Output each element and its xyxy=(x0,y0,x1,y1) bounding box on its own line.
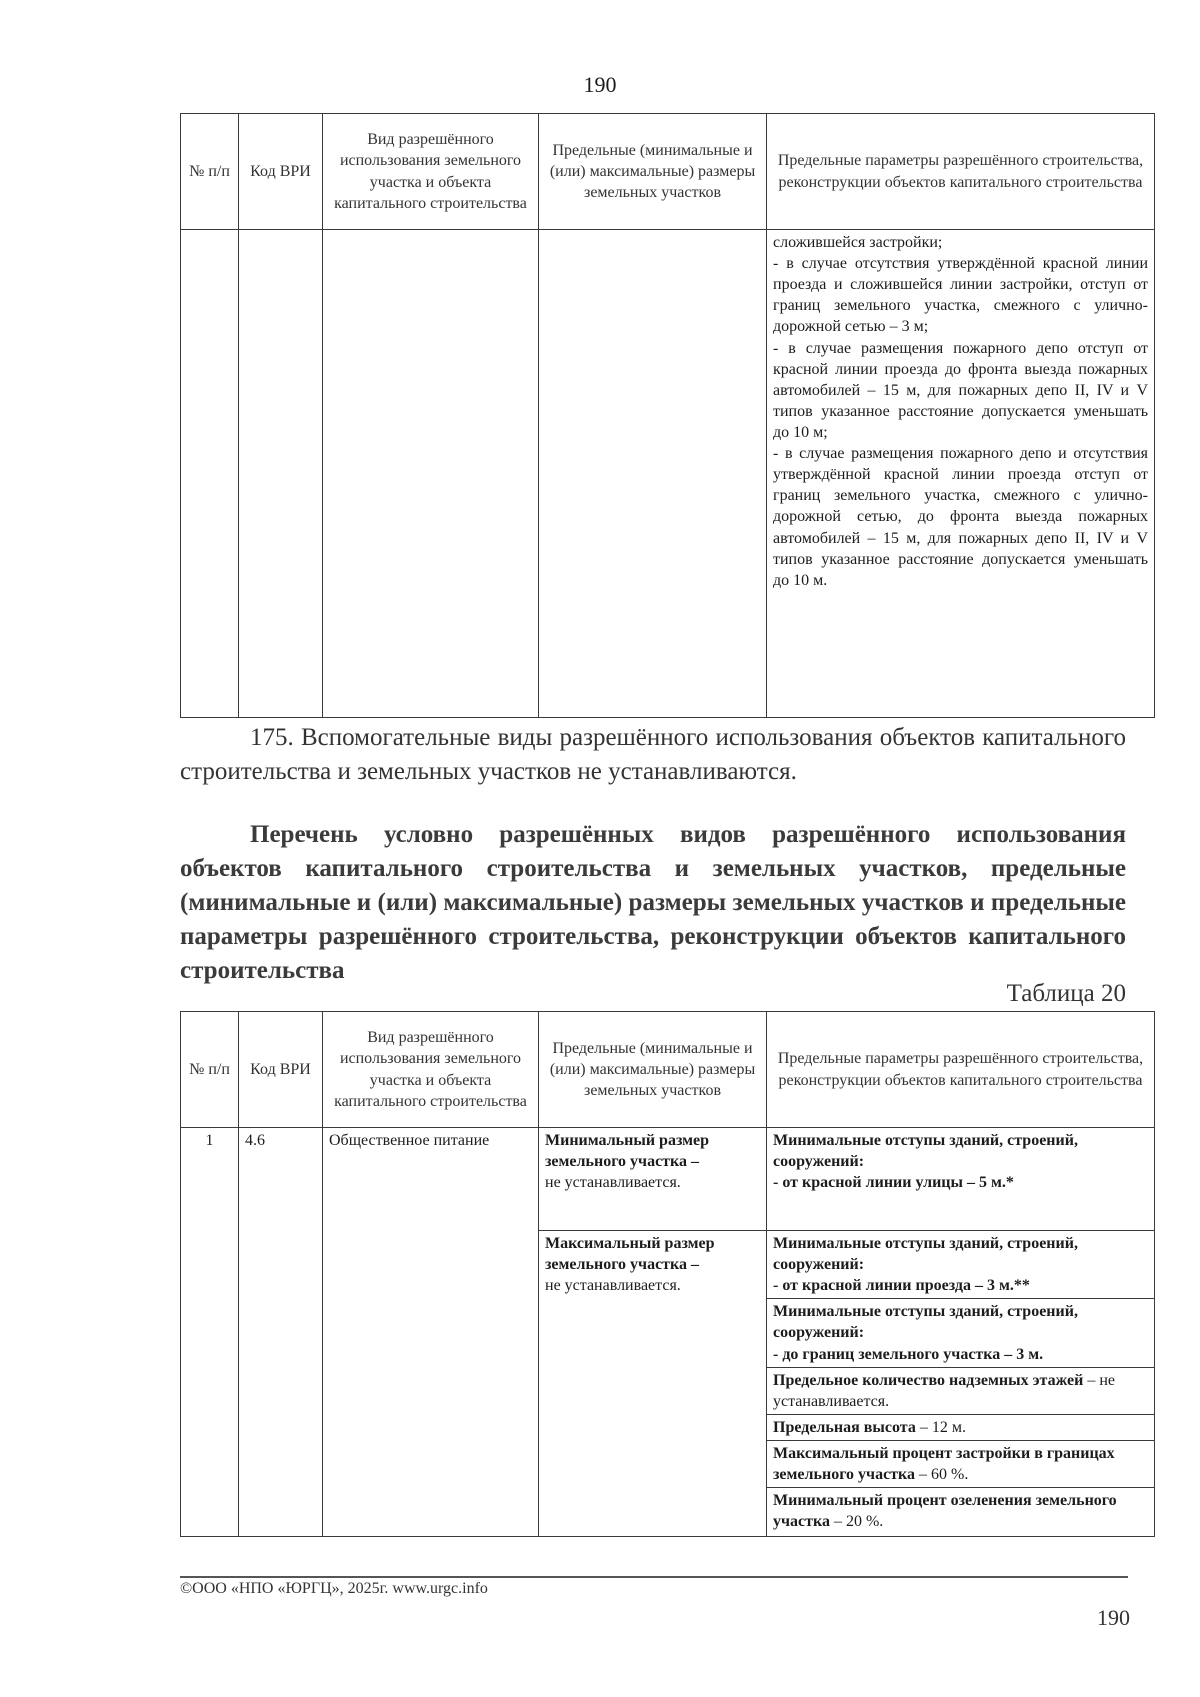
max-size-title: Максимальный размер земельного участка – xyxy=(545,1235,715,1274)
cell-params xyxy=(767,1128,1155,1537)
header-num: № п/п xyxy=(181,1012,239,1128)
param-title: Минимальные отступы зданий, строений, сооружений: xyxy=(773,1303,1078,1342)
header-params: Предельные параметры разрешённого строительства, реконструкции объектов капитального строительства xyxy=(767,114,1155,230)
header-code: Код ВРИ xyxy=(239,1012,323,1128)
cell-sizes xyxy=(539,1128,767,1537)
param-block xyxy=(767,1231,1154,1299)
param-value: - от красной линии улицы – 5 м.* xyxy=(773,1174,1014,1192)
params-line: сложившейся застройки; xyxy=(773,234,943,251)
max-size-block xyxy=(539,1231,766,1298)
section-heading-text: Перечень условно разрешённых видов разрешённого использования объектов капитального строительства и земельных участков, предельные (минимальные и (или) максимальные) размеры земельных участков и предельные параметры разрешённого строительства, реконструкции объектов капитального строительства xyxy=(180,821,1126,984)
cell-sizes xyxy=(539,230,767,718)
continuation-table xyxy=(180,113,1155,718)
max-size-value: не устанавливается. xyxy=(545,1277,681,1295)
params-line: - в случае размещения пожарного депо и отсутствия утверждённой красной линии проезда отступ от границ земельного участка, смежного с улично-дорожной сетью, до фронта выезда пожарных автомобилей – 15 м, для пожарных депо II, IV и V типов указанное расстояние допускается уменьшать до 10 м. xyxy=(773,445,1148,589)
min-size-value: не устанавливается. xyxy=(545,1174,681,1192)
param-block xyxy=(767,1128,1154,1231)
param-block xyxy=(767,1488,1154,1536)
param-value: – 12 м. xyxy=(915,1418,966,1436)
footer-rule xyxy=(180,1576,1128,1578)
param-value: - от красной линии проезда – 3 м.** xyxy=(773,1277,1030,1295)
table-label: Таблица 20 xyxy=(1006,980,1126,1007)
header-sizes: Предельные (минимальные и (или) максимальные) размеры земельных участков xyxy=(539,114,767,230)
param-block xyxy=(767,1415,1154,1441)
cell-num xyxy=(181,230,239,718)
header-kind: Вид разрешённого использования земельного участка и объекта капитального строительства xyxy=(323,114,539,230)
cell-params xyxy=(767,230,1155,718)
param-title: Максимальный процент застройки в границах земельного участка xyxy=(773,1444,1115,1484)
header-params: Предельные параметры разрешённого строительства, реконструкции объектов капитального строительства xyxy=(767,1012,1155,1128)
table-header-row xyxy=(181,114,1155,230)
header-kind: Вид разрешённого использования земельного участка и объекта капитального строительства xyxy=(323,1012,539,1128)
page-number-top: 190 xyxy=(583,72,617,97)
header-num: № п/п xyxy=(181,114,239,230)
footer-copyright: ©ООО «НПО «ЮРГЦ», 2025г. www.urgc.info xyxy=(180,1580,488,1597)
min-size-title: Минимальный размер земельного участка – xyxy=(545,1132,710,1171)
table-20 xyxy=(180,1011,1155,1537)
params-line: - в случае отсутствия утверждённой красной линии проезда и сложившейся линии застройки, отступ от границ земельного участка, смежного с улично-дорожной сетью – 3 м; xyxy=(773,255,1148,336)
cell-kind xyxy=(323,230,539,718)
param-title: Минимальные отступы зданий, строений, сооружений: xyxy=(773,1235,1078,1274)
param-value: - до границ земельного участка – 3 м. xyxy=(773,1345,1044,1363)
footer-page-number: 190 xyxy=(1097,1605,1130,1630)
param-title: Минимальные отступы зданий, строений, сооружений: xyxy=(773,1132,1078,1171)
table-row xyxy=(181,1128,1155,1537)
param-block xyxy=(767,1299,1154,1367)
paragraph-175: 175. Вспомогательные виды разрешённого использования объектов капитального строительства и земельных участков не устанавливаются. xyxy=(180,724,1126,785)
header-sizes: Предельные (минимальные и (или) максимальные) размеры земельных участков xyxy=(539,1012,767,1128)
table-header-row xyxy=(181,1012,1155,1128)
param-block xyxy=(767,1368,1154,1415)
table-row xyxy=(181,230,1155,718)
section-heading xyxy=(180,818,1126,988)
cell-code: 4.6 xyxy=(239,1128,323,1537)
min-size-block xyxy=(539,1128,766,1231)
param-value: – не устанавливается. xyxy=(773,1371,1115,1410)
cell-num: 1 xyxy=(181,1128,239,1537)
cell-code xyxy=(239,230,323,718)
param-title: Предельная высота xyxy=(773,1418,916,1436)
param-block xyxy=(767,1441,1154,1488)
param-title: Минимальный процент озеленения земельного участка xyxy=(773,1492,1117,1531)
param-value: – 60 %. xyxy=(915,1466,969,1484)
param-value: – 20 %. xyxy=(829,1513,884,1531)
param-title: Предельное количество надземных этажей xyxy=(773,1371,1084,1389)
cell-kind: Общественное питание xyxy=(323,1128,539,1537)
params-line: - в случае размещения пожарного депо отступ от красной линии проезда до фронта выезда пожарных автомобилей – 15 м, для пожарных депо II, IV и V типов указанное расстояние допускается уменьшать до 10 м; xyxy=(773,339,1148,441)
header-code: Код ВРИ xyxy=(239,114,323,230)
